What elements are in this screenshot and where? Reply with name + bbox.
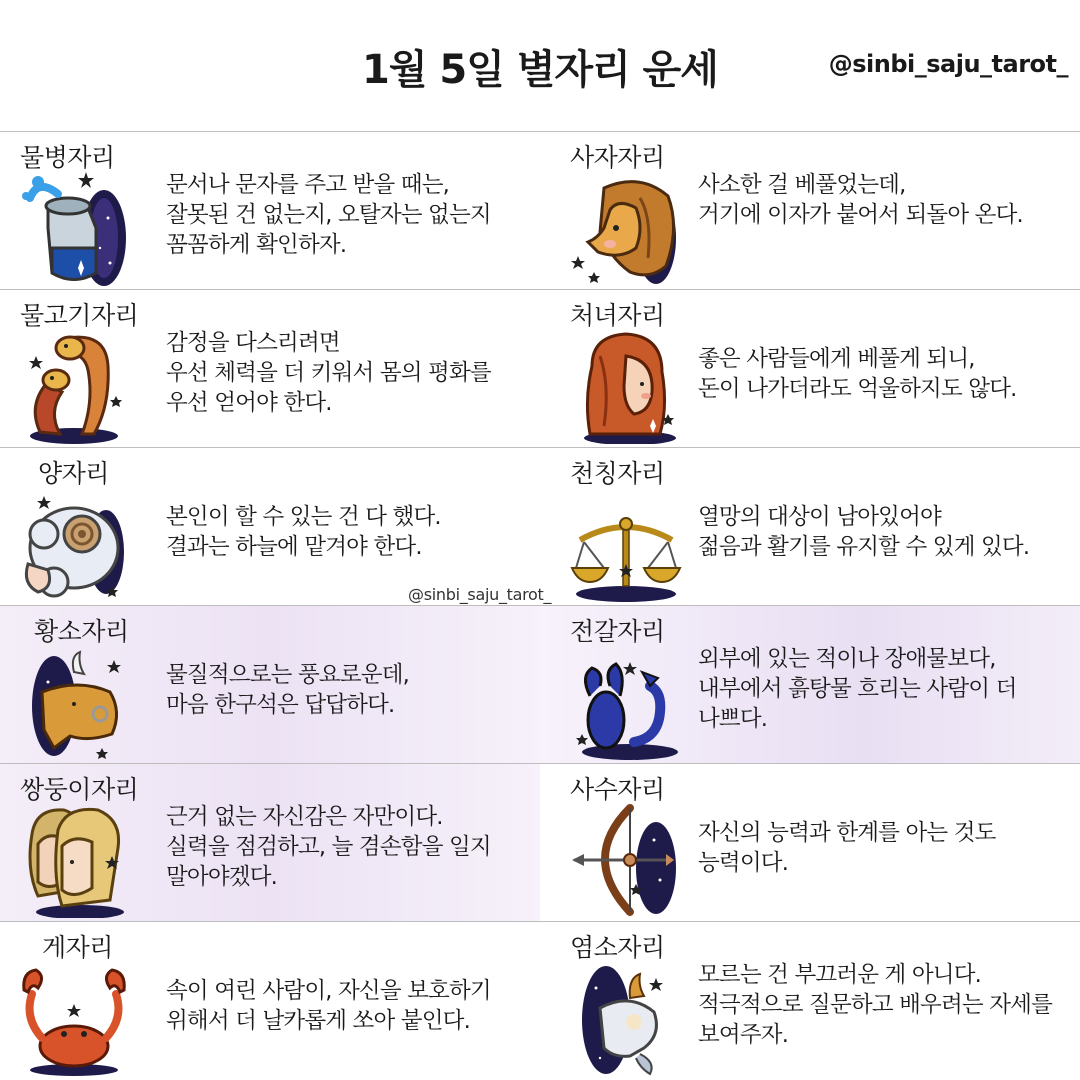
sign-name: 황소자리 (34, 617, 129, 646)
sign-name: 전갈자리 (570, 617, 665, 646)
grid-row (0, 606, 1080, 764)
virgo-icon (570, 326, 682, 444)
fortune-text: 감정을 다스리려면 우선 체력을 더 키워서 몸의 평화를 우선 얻어야 한다. (166, 330, 491, 416)
capricorn-icon (570, 958, 682, 1076)
sagittarius-icon (570, 800, 682, 918)
sign-card-capricorn (540, 922, 1080, 1079)
fortune-text: 근거 없는 자신감은 자만이다. 실력을 점검하고, 늘 겸손함을 일지 말아야겠다. (166, 804, 491, 890)
header (0, 0, 1080, 132)
aquarius-icon (18, 168, 130, 286)
sign-card-aquarius (0, 132, 540, 289)
sign-name: 쌍둥이자리 (20, 775, 139, 804)
grid-row (0, 764, 1080, 922)
sign-card-sagittarius (540, 764, 1080, 921)
fortune-text: 자신의 능력과 한계를 아는 것도 능력이다. (698, 820, 996, 876)
fortune-text: 외부에 있는 적이나 장애물보다, 내부에서 흙탕물 흐리는 사람이 더 나쁘다. (698, 646, 1017, 732)
sign-name: 염소자리 (570, 933, 665, 962)
account-handle: @sinbi_saju_tarot_ (828, 50, 1068, 78)
grid-row (0, 132, 1080, 290)
sign-name: 사자자리 (570, 143, 665, 172)
fortune-text: 좋은 사람들에게 베풀게 되니, 돈이 나가더라도 억울하지도 않다. (698, 346, 1017, 402)
taurus-icon (18, 642, 130, 760)
sign-name: 천칭자리 (570, 459, 665, 488)
libra-icon (570, 484, 682, 602)
sign-card-aries (0, 448, 540, 605)
fortune-text: 사소한 걸 베풀었는데, 거기에 이자가 붙어서 되돌아 온다. (698, 172, 1023, 228)
sign-name: 사수자리 (570, 775, 665, 804)
grid-row (0, 448, 1080, 606)
page-title: 1월 5일 별자리 운세 (362, 47, 718, 93)
grid-row (0, 922, 1080, 1080)
fortune-text: 속이 여린 사람이, 자신을 보호하기 위해서 더 날카롭게 쏘아 붙인다. (166, 978, 491, 1034)
sign-card-taurus (0, 606, 540, 763)
sign-name: 양자리 (38, 459, 109, 488)
sign-card-pisces (0, 290, 540, 447)
gemini-icon (18, 800, 130, 918)
sign-card-gemini (0, 764, 540, 921)
fortune-text: 열망의 대상이 남아있어야 젊음과 활기를 유지할 수 있게 있다. (698, 504, 1030, 560)
scorpio-icon (570, 642, 682, 760)
pisces-icon (18, 326, 130, 444)
sign-name: 물병자리 (20, 143, 115, 172)
sign-card-libra (540, 448, 1080, 605)
sign-name: 물고기자리 (20, 301, 139, 330)
fortune-text: 문서나 문자를 주고 받을 때는, 잘못된 건 없는지, 오탈자는 없는지 꼼꼼하게 확인하자. (166, 172, 491, 258)
cancer-icon (18, 958, 130, 1076)
fortune-text: 모르는 건 부끄러운 게 아니다. 적극적으로 질문하고 배우려는 자세를 보여주자. (698, 962, 1053, 1048)
fortune-text: 물질적으로는 풍요로운데, 마음 한구석은 답답하다. (166, 662, 409, 718)
sign-card-virgo (540, 290, 1080, 447)
aries-icon (18, 484, 130, 602)
sign-name: 게자리 (42, 933, 113, 962)
fortune-text: 본인이 할 수 있는 건 다 했다. 결과는 하늘에 맡겨야 한다. (166, 504, 441, 560)
sign-card-cancer (0, 922, 540, 1079)
sign-name: 처녀자리 (570, 301, 665, 330)
sign-card-scorpio (540, 606, 1080, 763)
watermark: @sinbi_saju_tarot_ (408, 585, 552, 604)
sign-card-leo (540, 132, 1080, 289)
leo-icon (570, 168, 682, 286)
horoscope-grid (0, 132, 1080, 1080)
grid-row (0, 290, 1080, 448)
